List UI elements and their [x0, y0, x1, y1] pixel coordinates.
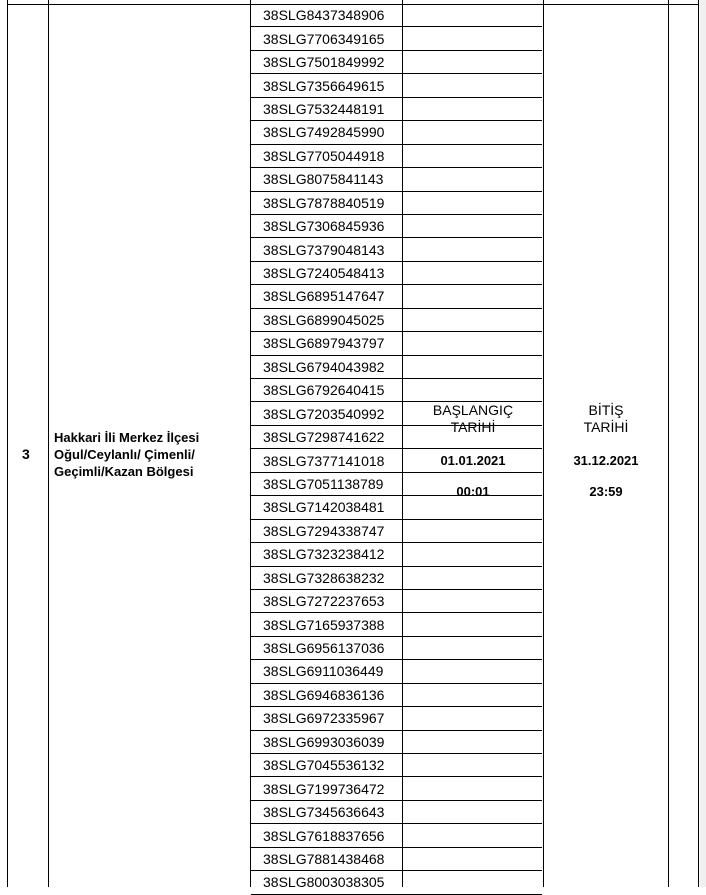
- code-row: 38SLG7377141018: [251, 449, 542, 472]
- table-right-border: [698, 0, 699, 887]
- code-row: 38SLG6897943797: [251, 332, 542, 355]
- code-row: 38SLG6899045025: [251, 309, 542, 332]
- vertical-scrollbar[interactable]: [700, 0, 706, 887]
- code-row: 38SLG7323238412: [251, 543, 542, 566]
- code-row: 38SLG7306845936: [251, 215, 542, 238]
- code-row: 38SLG6792640415: [251, 379, 542, 402]
- code-row: 38SLG7881438468: [251, 848, 542, 871]
- code-row: 38SLG8075841143: [251, 168, 542, 191]
- code-row: 38SLG7199736472: [251, 777, 542, 800]
- start-date-cell: [403, 402, 543, 499]
- code-row: 38SLG7532448191: [251, 98, 542, 121]
- code-row: 38SLG6794043982: [251, 356, 542, 379]
- code-row: 38SLG7706349165: [251, 27, 542, 50]
- end-time: 23:59: [589, 484, 623, 499]
- code-row: 38SLG7501849992: [251, 51, 542, 74]
- table-left-border: [7, 0, 8, 887]
- code-row: 38SLG6946836136: [251, 684, 542, 707]
- code-row: 38SLG7492845990: [251, 121, 542, 144]
- code-row: 38SLG7272237653: [251, 590, 542, 613]
- code-row: 38SLG7051138789: [251, 473, 542, 496]
- code-row: 38SLG7878840519: [251, 192, 542, 215]
- end-date: 31.12.2021: [573, 453, 639, 468]
- code-row: 38SLG7240548413: [251, 262, 542, 285]
- code-row: 38SLG6956137036: [251, 637, 542, 660]
- region-line-1: Hakkari İli Merkez İlçesi: [54, 430, 200, 445]
- code-row: 38SLG6911036449: [251, 660, 542, 683]
- code-row: 38SLG6993036039: [251, 731, 542, 754]
- column-divider-5: [668, 0, 669, 887]
- region-line-3: Geçimli/Kazan Bölgesi: [54, 464, 194, 479]
- code-row: 38SLG7203540992: [251, 402, 542, 425]
- code-row: 38SLG7345636643: [251, 801, 542, 824]
- code-row: 38SLG7165937388: [251, 613, 542, 636]
- start-date: 01.01.2021: [440, 453, 506, 468]
- code-row: 38SLG7379048143: [251, 238, 542, 261]
- region-name: [54, 429, 199, 480]
- end-label-line-2: TARİHİ: [583, 419, 629, 435]
- row-number: 3: [22, 446, 30, 462]
- code-row: 38SLG7356649615: [251, 74, 542, 97]
- code-row: 38SLG7328638232: [251, 567, 542, 590]
- start-label-line-1: BAŞLANGIÇ: [432, 402, 514, 418]
- code-row: 38SLG8003038305: [251, 871, 542, 894]
- code-row: 38SLG7618837656: [251, 824, 542, 847]
- start-label-line-2: TARİHİ: [450, 419, 496, 435]
- column-divider-1: [48, 0, 49, 887]
- end-label-line-1: BİTİŞ: [588, 402, 624, 418]
- code-row: 38SLG7142038481: [251, 496, 542, 519]
- code-row: 38SLG7045536132: [251, 754, 542, 777]
- start-time: 00:01: [456, 484, 490, 499]
- code-row: 38SLG6895147647: [251, 285, 542, 308]
- code-row: 38SLG7298741622: [251, 426, 542, 449]
- code-row: 38SLG7705044918: [251, 145, 542, 168]
- code-row: 38SLG7294338747: [251, 520, 542, 543]
- region-line-2: Oğul/Ceylanlı/ Çimenli/: [54, 447, 195, 462]
- code-row: 38SLG8437348906: [251, 4, 542, 27]
- end-date-cell: [544, 402, 668, 499]
- code-row: 38SLG6972335967: [251, 707, 542, 730]
